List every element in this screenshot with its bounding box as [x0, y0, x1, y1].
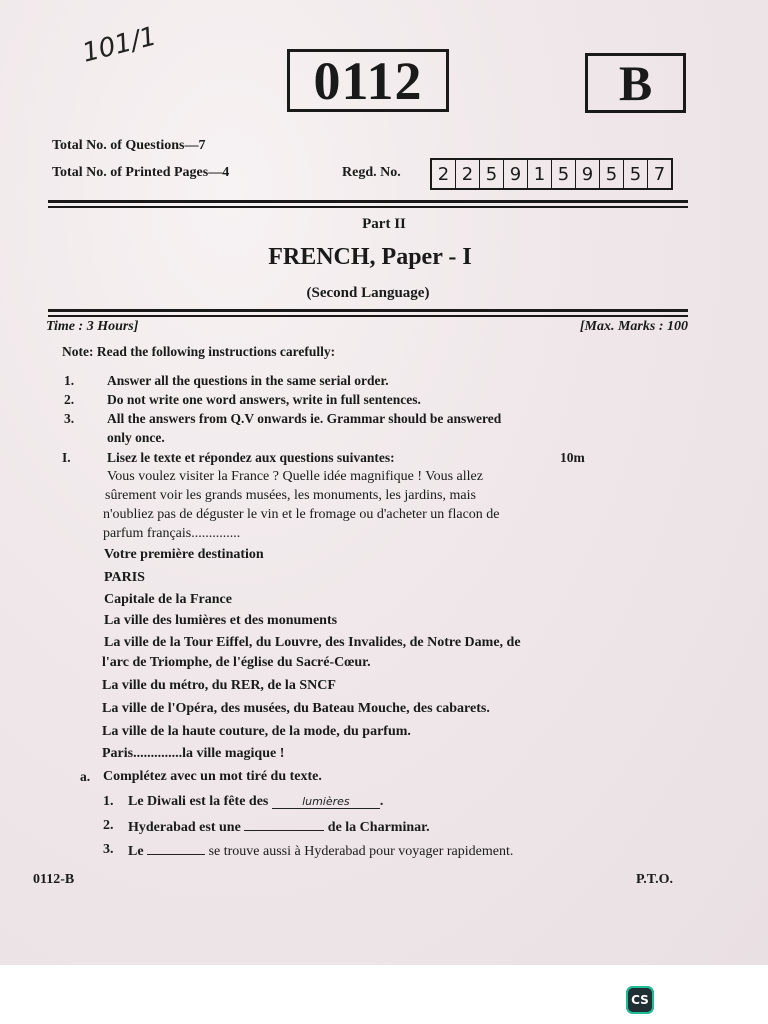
text-line: PARIS	[104, 570, 145, 585]
answer-blank[interactable]: lumières	[272, 795, 380, 809]
question-number: I.	[62, 450, 71, 465]
time-label: Time : 3 Hours]	[46, 319, 139, 334]
instructions-note: Note: Read the following instructions carefully:	[62, 344, 336, 359]
subpart-label: a.	[80, 769, 91, 784]
answer-blank[interactable]	[244, 818, 324, 831]
paper-code-box	[287, 49, 449, 112]
item-text: Le Diwali est la fête des	[128, 794, 269, 809]
text-line: l'arc de Triomphe, de l'église du Sacré-Cœur.	[102, 655, 371, 670]
paper-code: 0112	[313, 50, 423, 111]
item-number: 1.	[103, 794, 114, 809]
item-text: se trouve aussi à Hyderabad pour voyager rapidement.	[208, 844, 514, 859]
instruction-text: Answer all the questions in the same serial order.	[107, 373, 389, 388]
item-text: Le	[128, 844, 144, 859]
instruction-text: only once.	[107, 430, 165, 445]
instruction-text: Do not write one word answers, write in full sentences.	[107, 392, 421, 407]
footer-pto: P.T.O.	[636, 872, 673, 887]
regd-digit: 9	[504, 160, 528, 188]
fill-blank-item	[128, 842, 513, 860]
regd-digit: 2	[432, 160, 456, 188]
regd-digit: 5	[552, 160, 576, 188]
passage-line: n'oubliez pas de déguster le vin et le fromage ou d'acheter un flacon de	[103, 507, 500, 522]
regd-label: Regd. No.	[342, 165, 401, 180]
total-questions: Total No. of Questions—7	[52, 138, 206, 153]
regd-number-boxes	[430, 158, 673, 190]
passage-line: Vous voulez visiter la France ? Quelle idée magnifique ! Vous allez	[107, 469, 483, 484]
instruction-number: 1.	[64, 373, 75, 388]
regd-digit: 5	[480, 160, 504, 188]
camscanner-logo-text: CS	[631, 993, 649, 1007]
passage-line: parfum français..............	[103, 526, 241, 541]
question-marks: 10m	[560, 450, 585, 465]
text-line: Capitale de la France	[104, 592, 232, 607]
instruction-text: All the answers from Q.V onwards ie. Grammar should be answered	[107, 411, 502, 426]
part-label: Part II	[362, 216, 406, 232]
regd-digit: 1	[528, 160, 552, 188]
item-number: 2.	[103, 818, 114, 833]
header-rule-thin	[48, 206, 688, 208]
regd-digit: 5	[600, 160, 624, 188]
text-line: Paris..............la ville magique !	[102, 746, 285, 761]
instruction-number: 3.	[64, 411, 75, 426]
regd-digit: 2	[456, 160, 480, 188]
handwritten-marks: 101/1	[79, 21, 160, 69]
camscanner-logo-icon	[626, 986, 654, 1014]
title-rule-thin	[48, 315, 688, 317]
item-text: de la Charminar.	[327, 820, 430, 835]
instruction-number: 2.	[64, 392, 75, 407]
subject-subtitle: (Second Language)	[306, 285, 430, 301]
max-marks-label: [Max. Marks : 100	[579, 319, 688, 334]
item-number: 3.	[103, 842, 114, 857]
text-line: Votre première destination	[104, 547, 264, 562]
fill-blank-item	[128, 818, 430, 836]
regd-digit: 7	[653, 163, 666, 185]
set-letter: B	[618, 55, 653, 111]
passage-line: sûrement voir les grands musées, les monuments, les jardins, mais	[105, 488, 476, 503]
item-text: Hyderabad est une	[128, 820, 241, 835]
subpart-heading: Complétez avec un mot tiré du texte.	[103, 769, 322, 784]
question-heading: Lisez le texte et répondez aux questions suivantes:	[107, 450, 395, 465]
title-rule-thick	[48, 309, 688, 312]
regd-digit: 5	[624, 160, 648, 188]
text-line: La ville de l'Opéra, des musées, du Bateau Mouche, des cabarets.	[102, 701, 490, 716]
header-rule-thick	[48, 200, 688, 203]
fill-blank-item	[128, 794, 383, 810]
regd-digit: 9	[576, 160, 600, 188]
text-line: La ville de la haute couture, de la mode, du parfum.	[102, 724, 411, 739]
text-line: La ville du métro, du RER, de la SNCF	[102, 678, 336, 693]
footer-code: 0112-B	[33, 872, 75, 887]
text-line: La ville des lumières et des monuments	[104, 613, 338, 628]
total-pages: Total No. of Printed Pages—4	[52, 165, 230, 180]
item-text: .	[379, 794, 384, 809]
answer-blank[interactable]	[147, 842, 205, 855]
text-line: La ville de la Tour Eiffel, du Louvre, des Invalides, de Notre Dame, de	[104, 635, 521, 650]
subject-title: FRENCH, Paper - I	[268, 244, 472, 270]
set-letter-box	[585, 53, 686, 113]
